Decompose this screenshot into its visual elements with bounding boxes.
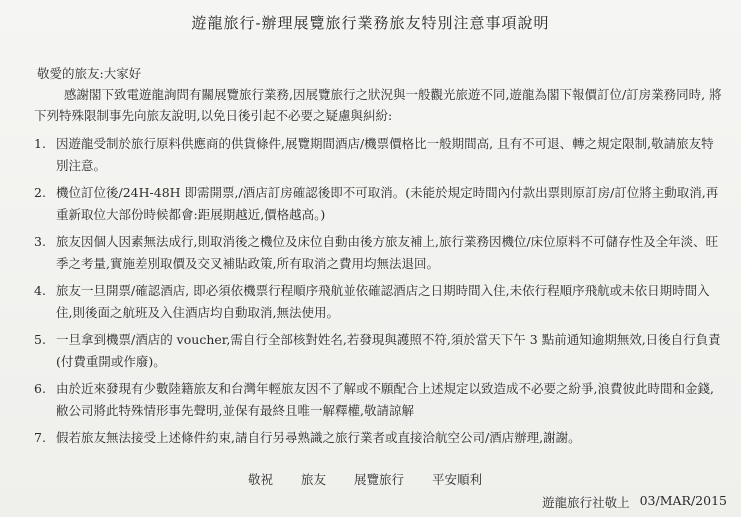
list-item (34, 182, 724, 225)
item-number: 3. (34, 234, 46, 249)
item-number: 5. (34, 332, 46, 347)
item-text: 一旦拿到機票/酒店的 voucher,需自行全部核對姓名,若發現與護照不符,須於當天下午 3 點前通知逾期無效,日後自行負責(付費重開或作廢)。 (56, 332, 721, 369)
closing-word: 平安順利 (432, 472, 483, 487)
item-text: 由於近來發現有少數陸籍旅友和台灣年輕旅友因不了解或不願配合上述規定以致造成不必要之紛爭,浪費彼此時間和金錢,敝公司將此特殊情形事先聲明,並保有最終且唯一解釋權,敬請諒解 (56, 381, 714, 418)
closing-word: 旅友 (301, 472, 327, 487)
closing-word: 敬祝 (248, 472, 274, 487)
item-text: 因遊龍受制於旅行原料供應商的供貨條件,展覽期間酒店/機票價格比一般期間高, 且有不可退、轉之規定限制,敬請旅友特別注意。 (56, 136, 714, 173)
item-text: 假若旅友無法接受上述條件約束,請自行另尋熟識之旅行業者或直接洽航空公司/酒店辦理,謝謝。 (56, 430, 581, 445)
item-number: 1. (34, 136, 46, 151)
greeting: 敬愛的旅友:大家好 (37, 66, 142, 81)
item-number: 7. (34, 430, 46, 445)
list-item (34, 329, 724, 372)
signature-company: 遊龍旅行社敬上 (542, 495, 630, 510)
item-text: 旅友一旦開票/確認酒店, 即必須依機票行程順序飛航並依確認酒店之日期時間入住,未依行程順序飛航或未依日期時間入住,則後面之航班及入住酒店均自動取消,無法使用。 (56, 283, 710, 320)
document-title: 遊龍旅行-辦理展覽旅行業務旅友特別注意事項說明 (191, 14, 550, 32)
list-item (34, 280, 724, 323)
item-number: 6. (34, 381, 46, 396)
signature-block (542, 493, 727, 511)
signature-date: 03/MAR/2015 (639, 493, 727, 508)
notice-list (34, 133, 724, 455)
list-item (34, 231, 724, 274)
intro-paragraph: 感謝閣下致電遊龍詢問有關展覽旅行業務,因展覽旅行之狀況與一般觀光旅遊不同,遊龍為閣下報價訂位/訂房業務同時, 將下列特殊限制事先向旅友說明,以免日後引起不必要之疑慮與糾紛: (34, 87, 722, 123)
list-item (34, 427, 724, 449)
item-number: 4. (34, 283, 46, 298)
list-item (34, 378, 724, 421)
item-number: 2. (34, 185, 46, 200)
item-text: 機位訂位後/24H-48H 即需開票,/酒店訂房確認後即不可取消。(未能於規定時間內付款出票則原訂房/訂位將主動取消,再重新取位大部份時候都會:距展期越近,價格越高。) (56, 185, 719, 222)
closing-word: 展覽旅行 (354, 472, 405, 487)
list-item (34, 133, 724, 176)
item-text: 旅友因個人因素無法成行,則取消後之機位及床位自動由後方旅友補上,旅行業務因機位/床位原料不可儲存性及全年淡、旺季之考量,實施差別取價及交叉補貼政策,所有取消之費用均無法退回。 (56, 234, 719, 271)
closing-line (248, 470, 482, 488)
